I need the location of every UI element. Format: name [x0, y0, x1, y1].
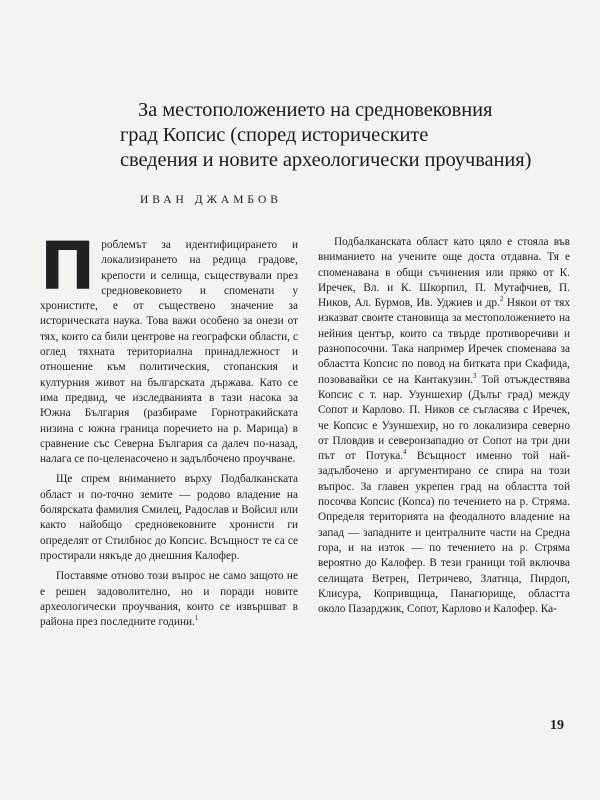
article-author: ИВАН ДЖАМБОВ — [140, 194, 282, 206]
paragraph — [40, 569, 298, 630]
title-line: град Копсис (според историческите — [120, 124, 429, 146]
right-column — [318, 235, 570, 617]
left-column — [40, 228, 298, 630]
paragraph-text: Някои от тях изказват своите становища за местоположението на нейния център, които са твърде противоречиви и разнопосочни. Така например Иречек споменава за областта Копсис по повод на битката при Скафида, позовавайки се на Кантакузин. — [318, 297, 570, 386]
paragraph-text: роблемът за идентифицирането и локализирането на редица градове, крепости и селища, съществували през средновековието и споменати у хронистите, е от съществено значение за историческата наука. Това важи особено за онези от тях, които са били центрове на географски области, с оглед тяхната териториална принадлежност и отношение към политическия, стопанския и културния живот на българската държава. Като се има предвид, че изследванията в тази насока за Южна България (разбираме Горнотракийската низина с южна граница поречието на р. Марица) в сравнение със Северна България са далеч по-назад, налага се по-целенасочено и задълбочено проучване. — [40, 239, 298, 466]
title-line: За местоположението на средновековния — [138, 99, 493, 121]
paragraph-text: Той отъждествява Копсис с т. нар. Узуншехир (Дълъг град) между Сопот и Карлово. П. Ников се съгласява с Иречек, че Копсис е Узуншехир, но го локализира северно от Пловдив и североизападно от Сопот на три дни път от Потука. — [318, 373, 570, 463]
page-number: 19 — [550, 718, 564, 733]
title-line: сведения и новите археологически проучвания) — [120, 149, 532, 171]
paragraph-text: Ще спрем вниманието върху Подбалканската област и по-точно земите — родово владение на болярската фамилия Смилец, Радослав и Войсил или както найобщо средновековните хронисти ги определят от Стилбнос до Копсис. Всъщност те са се простирали някъде до днешния Калофер. — [40, 473, 298, 562]
paragraph — [40, 228, 298, 467]
footnote-ref: 3 — [472, 371, 477, 380]
paragraph-text: Подбалканската област като цяло е стояла във вниманието на учените още доста отдавна. Тя е споменавана в общи съчинения или пряко от К. Иречек, Вл. и К. Шкорпил, П. Мутафчиев, П. Ников, Ал. Бурмов, Ив. Уджиев и др. — [318, 236, 570, 310]
drop-cap: П — [40, 228, 96, 305]
paragraph-text: Всъщност именно той най-задълбочено и аргументирано се спира на този въпрос. За главен укрепен град на областта той посочва Копсис (Копса) по течението на р. Стряма. Определя територията на феодалното владение на запад — западните и централните части на Средна гора, и на изток — по течението на р. Стряма вероятно до Калофер. В тези граници той включва селищата Ветрен, Петричево, Златица, Пирдоп, Клисура, Копривщица, Панагюрище, областта около Пазарджик, Сопот, Карлово и Калофер. Ка- — [318, 450, 570, 616]
paragraph — [318, 235, 570, 617]
footnote-ref: 2 — [499, 295, 504, 304]
paragraph — [40, 472, 298, 564]
paragraph-text: Поставяме отново този въпрос не само защото не е решен задоволително, но и поради новите археологически проучвания, които се извършват в района през последните години. — [40, 570, 298, 629]
footnote-ref: 4 — [403, 448, 407, 457]
article-title — [120, 98, 560, 173]
footnote-ref: 1 — [194, 614, 199, 623]
